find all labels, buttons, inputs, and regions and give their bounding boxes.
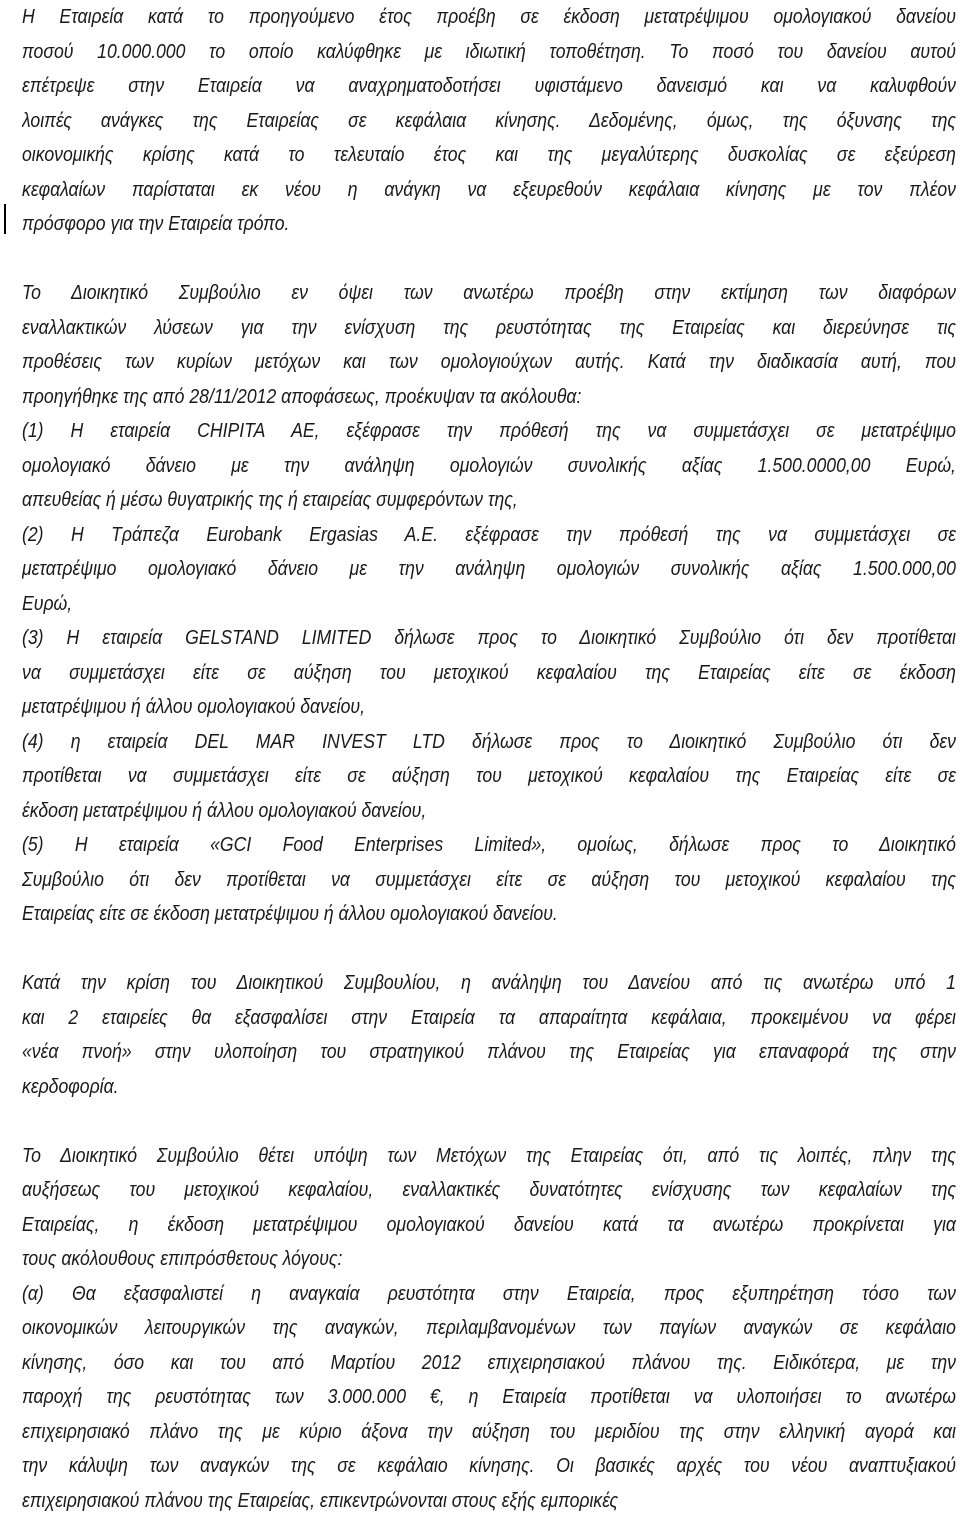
text-line: (4) η εταιρεία DEL MAR INVEST LTD δήλωσε προς το Διοικητικό Συμβούλιο ότι δεν [22,725,956,760]
text-line: την κάλυψη των αναγκών της σε κεφάλαιο κίνησης. Οι βασικές αρχές του νέου αναπτυξιακού [22,1449,956,1484]
text-line: ομολογιακό δάνειο με την ανάληψη ομολογιών συνολικής αξίας 1.500.0000,00 Ευρώ, [22,449,956,484]
text-line: Ευρώ, [22,587,956,622]
text-line: πρόσφορο για την Εταιρεία τρόπο. [22,207,956,242]
text-line: «νέα πνοή» στην υλοποίηση του στρατηγικού πλάνου της Εταιρείας για επαναφορά της στην [22,1035,956,1070]
paragraph-gap [22,932,956,967]
paragraph-gap [22,1104,956,1139]
text-line: Η Εταιρεία κατά το προηγούμενο έτος προέβη σε έκδοση μετατρέψιμου ομολογιακού δανείου [22,0,956,35]
document-page [22,0,825,1518]
text-line: Το Διοικητικό Συμβούλιο θέτει υπόψη των Μετόχων της Εταιρείας ότι, από τις λοιπές, πλην της [22,1139,956,1174]
text-line: τους ακόλουθους επιπρόσθετους λόγους: [22,1242,956,1277]
text-line: (5) Η εταιρεία «GCI Food Enterprises Limited», ομοίως, δήλωσε προς το Διοικητικό [22,828,956,863]
text-line: (α) Θα εξασφαλιστεί η αναγκαία ρευστότητα στην Εταιρεία, προς εξυπηρέτηση τόσο των [22,1277,956,1312]
text-line: κεφαλαίων παρίσταται εκ νέου η ανάγκη να εξευρεθούν κεφάλαια κίνησης με τον πλέον [22,173,956,208]
text-line: οικονομικών λειτουργικών της αναγκών, περιλαμβανομένων των παγίων αναγκών σε κεφάλαιο [22,1311,956,1346]
text-line: επιχειρησιακού πλάνου της Εταιρείας, επικεντρώνονται στους εξής εμπορικές [22,1484,956,1518]
text-line: παροχή της ρευστότητας των 3.000.000 €, η Εταιρεία προτίθεται να υλοποιήσει το ανωτέρω [22,1380,956,1415]
text-line: προτίθεται να συμμετάσχει είτε σε αύξηση του μετοχικού κεφαλαίου της Εταιρείας είτε σε [22,759,956,794]
text-line: οικονομικής κρίσης κατά το τελευταίο έτος και της μεγαλύτερης δυσκολίας σε εξεύρεση [22,138,956,173]
text-line: Εταιρείας είτε σε έκδοση μετατρέψιμου ή άλλου ομολογιακού δανείου. [22,897,956,932]
text-line: προθέσεις των κυρίων μετόχων και των ομολογιούχων αυτής. Κατά την διαδικασία αυτή, που [22,345,956,380]
text-line: ποσού 10.000.000 το οποίο καλύφθηκε με ιδιωτική τοποθέτηση. Το ποσό του δανείου αυτού [22,35,956,70]
text-line: επέτρεψε στην Εταιρεία να αναχρηματοδοτήσει υφιστάμενο δανεισμό και να καλυφθούν [22,69,956,104]
text-line: επιχειρησιακό πλάνο της με κύριο άξονα την αύξηση του μεριδίου της στην ελληνική αγορά και [22,1415,956,1450]
revision-bar [4,204,6,234]
text-line: (1) Η εταιρεία CHIPITA AE, εξέφρασε την πρόθεσή της να συμμετάσχει σε μετατρέψιμο [22,414,956,449]
text-line: εναλλακτικών λύσεων για την ενίσχυση της ρευστότητας της Εταιρείας και διερεύνησε τις [22,311,956,346]
text-line: κερδοφορία. [22,1070,956,1105]
paragraph [22,0,956,242]
text-line: Εταιρείας, η έκδοση μετατρέψιμου ομολογιακού δανείου κατά τα ανωτέρω προκρίνεται για [22,1208,956,1243]
text-line: αυξήσεως του μετοχικού κεφαλαίου, εναλλακτικές δυνατότητες ενίσχυσης των κεφαλαίων της [22,1173,956,1208]
paragraph [22,276,956,932]
text-line: προηγήθηκε της από 28/11/2012 αποφάσεως, προέκυψαν τα ακόλουθα: [22,380,956,415]
text-line: έκδοση μετατρέψιμου ή άλλου ομολογιακού δανείου, [22,794,956,829]
paragraph [22,1139,956,1518]
text-line: και 2 εταιρείες θα εξασφαλίσει στην Εταιρεία τα απαραίτητα κεφάλαια, προκειμένου να φέρει [22,1001,956,1036]
text-line: κίνησης, όσο και του από Μαρτίου 2012 επιχειρησιακού πλάνου της. Ειδικότερα, με την [22,1346,956,1381]
document-body [22,0,956,1518]
text-line: να συμμετάσχει είτε σε αύξηση του μετοχικού κεφαλαίου της Εταιρείας είτε σε έκδοση [22,656,956,691]
text-line: απευθείας ή μέσω θυγατρικής της ή εταιρείας συμφερόντων της, [22,483,956,518]
text-line: (2) Η Τράπεζα Eurobank Ergasias A.E. εξέφρασε την πρόθεσή της να συμμετάσχει σε [22,518,956,553]
text-line: (3) Η εταιρεία GELSTAND LIMITED δήλωσε προς το Διοικητικό Συμβούλιο ότι δεν προτίθεται [22,621,956,656]
text-line: Το Διοικητικό Συμβούλιο εν όψει των ανωτέρω προέβη στην εκτίμηση των διαφόρων [22,276,956,311]
text-line: Κατά την κρίση του Διοικητικού Συμβουλίου, η ανάληψη του Δανείου από τις ανωτέρω υπό 1 [22,966,956,1001]
paragraph [22,966,956,1104]
text-line: μετατρέψιμου ή άλλου ομολογιακού δανείου, [22,690,956,725]
text-line: μετατρέψιμο ομολογιακό δάνειο με την ανάληψη ομολογιών συνολικής αξίας 1.500.000,00 [22,552,956,587]
text-line: Συμβούλιο ότι δεν προτίθεται να συμμετάσχει είτε σε αύξηση του μετοχικού κεφαλαίου της [22,863,956,898]
paragraph-gap [22,242,956,277]
text-line: λοιπές ανάγκες της Εταιρείας σε κεφάλαια κίνησης. Δεδομένης, όμως, της όξυνσης της [22,104,956,139]
